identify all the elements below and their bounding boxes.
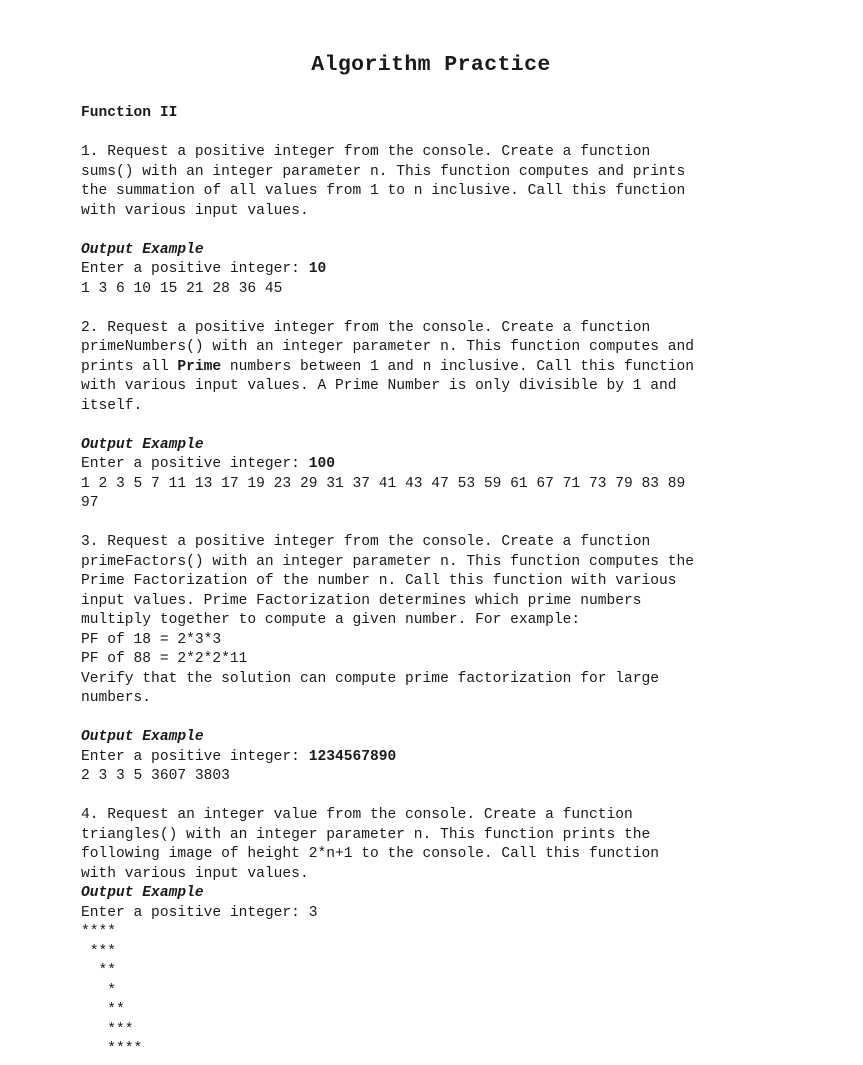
problem-3-text-line: multiply together to compute a given number. For example:	[81, 612, 581, 628]
section-subtitle: Function II	[81, 105, 178, 121]
page-title: Algorithm Practice	[311, 53, 551, 77]
problem-2-prompt-line	[81, 455, 335, 475]
problem-3-result: 2 3 3 5 3607 3803	[81, 768, 230, 784]
text-run: prints all	[81, 358, 178, 375]
problem-3-text-line: input values. Prime Factorization determines which prime numbers	[81, 592, 642, 609]
problem-4-text-line: triangles() with an integer parameter n. This function prints the	[81, 826, 651, 843]
problem-3-text-line: 3. Request a positive integer from the console. Create a function	[81, 534, 651, 550]
problem-4-text-line: with various input values.	[81, 865, 309, 882]
problem-4-output-header: Output Example	[81, 885, 204, 901]
problem-1-output-header: Output Example	[81, 241, 204, 258]
pattern-line: **	[81, 1002, 125, 1018]
prompt-text: Enter a positive integer:	[81, 748, 309, 765]
problem-2-text-line	[81, 358, 694, 378]
pattern-line: ***	[81, 943, 117, 960]
text-run: numbers between 1 and n inclusive. Call this function	[221, 358, 695, 375]
problem-3-text-line: Verify that the solution can compute prime factorization for large	[81, 670, 660, 687]
bold-term: Prime	[177, 358, 222, 375]
problem-1-text-line: with various input values.	[81, 202, 309, 219]
pattern-line: ****	[81, 1041, 143, 1057]
pattern-line: ***	[81, 1021, 134, 1038]
problem-1-text-line: sums() with an integer parameter n. This function computes and prints	[81, 163, 686, 180]
prompt-text: Enter a positive integer:	[81, 456, 309, 472]
problem-4-text-line: 4. Request an integer value from the console. Create a function	[81, 807, 633, 823]
problem-2-output-header: Output Example	[81, 436, 204, 453]
pattern-line: ****	[81, 924, 117, 940]
problem-2-text-line: itself.	[81, 397, 143, 414]
problem-3-text-line: Prime Factorization of the number n. Call this function with various	[81, 573, 677, 589]
problem-2-result: 1 2 3 5 7 11 13 17 19 23 29 31 37 41 43 47 53 59 61 67 71 73 79 83 89	[81, 475, 686, 492]
problem-1-text-line: 1. Request a positive integer from the console. Create a function	[81, 144, 651, 160]
problem-2-text-line: with various input values. A Prime Number is only divisible by 1 and	[81, 378, 677, 394]
pattern-line: **	[81, 963, 117, 979]
problem-3-text-line: numbers.	[81, 690, 152, 706]
input-value: 10	[308, 261, 327, 277]
problem-2-text-line: primeNumbers() with an integer parameter n. This function computes and	[81, 339, 695, 355]
problem-4-text-line: following image of height 2*n+1 to the console. Call this function	[81, 846, 660, 862]
problem-3-text-line: PF of 88 = 2*2*2*11	[81, 651, 248, 667]
input-value: 1234567890	[308, 748, 397, 765]
problem-3-text-line: primeFactors() with an integer parameter n. This function computes the	[81, 553, 695, 570]
prompt-text: Enter a positive integer:	[81, 261, 309, 277]
problem-3-prompt-line	[81, 748, 396, 768]
problem-3-output-header: Output Example	[81, 729, 204, 745]
problem-1-result: 1 3 6 10 15 21 28 36 45	[81, 280, 283, 297]
input-value: 100	[308, 456, 335, 472]
pattern-line: *	[81, 982, 117, 999]
problem-4-prompt-line: Enter a positive integer: 3	[81, 904, 318, 921]
problem-3-text-line: PF of 18 = 2*3*3	[81, 631, 222, 648]
problem-2-result: 97	[81, 495, 99, 511]
problem-1-text-line: the summation of all values from 1 to n inclusive. Call this function	[81, 183, 686, 199]
problem-2-text-line: 2. Request a positive integer from the console. Create a function	[81, 319, 651, 336]
problem-1-prompt-line	[81, 260, 326, 280]
